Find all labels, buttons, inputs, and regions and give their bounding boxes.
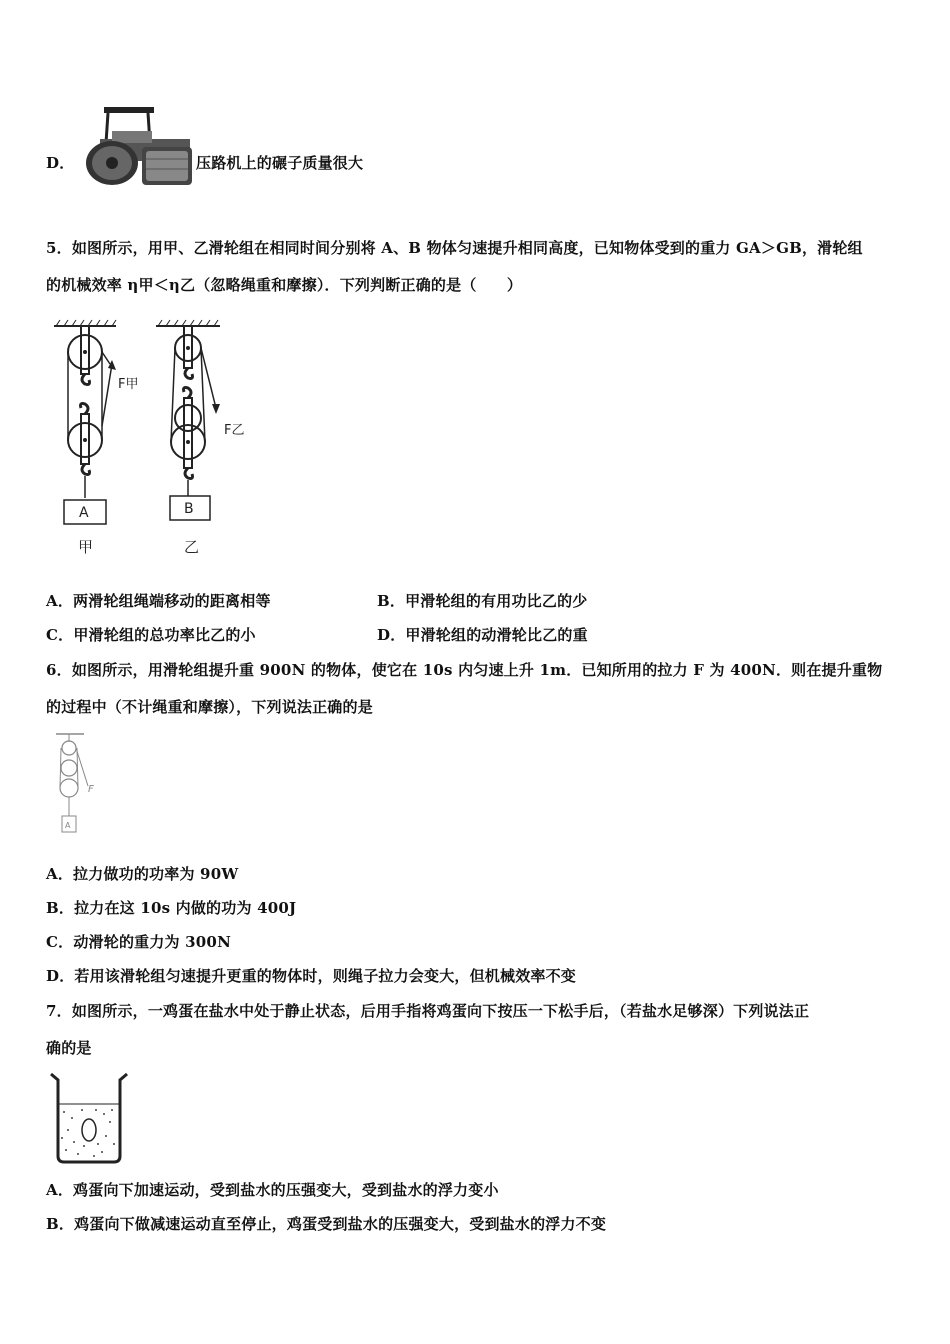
left-block-label: A — [79, 505, 89, 521]
q7-stem-line1: 7．如图所示，一鸡蛋在盐水中处于静止状态，后用手指将鸡蛋向下按压一下松手后，（若盐水足够深）下列说法正 — [46, 1002, 810, 1020]
q6-option-b: B．拉力在这 10s 内做的功为 400J — [46, 899, 297, 917]
q5-stem-line1: 5．如图所示，用甲、乙滑轮组在相同时间分别将 A、B 物体匀速提升相同高度，已知物体受到的重力 GA＞GB，滑轮组 — [46, 239, 863, 257]
q7-stem-line2: 确的是 — [46, 1039, 92, 1057]
q5-option-a: A．两滑轮组绳端移动的距离相等 — [46, 592, 271, 610]
q7-beaker-figure — [48, 1070, 130, 1166]
road-roller-image — [82, 103, 197, 188]
q6-option-a: A．拉力做功的功率为 90W — [46, 865, 239, 883]
left-force-label: F甲 — [118, 377, 139, 392]
q6-force-label: F — [88, 784, 94, 795]
q7-option-b: B．鸡蛋向下做减速运动直至停止，鸡蛋受到盐水的压强变大，受到盐水的浮力不变 — [46, 1215, 607, 1233]
q4-option-d-label: D． — [46, 154, 75, 172]
right-caption: 乙 — [184, 538, 200, 556]
q6-pulley-figure — [50, 730, 110, 838]
q5-option-c: C．甲滑轮组的总功率比乙的小 — [46, 626, 256, 644]
q6-option-c: C．动滑轮的重力为 300N — [46, 933, 231, 951]
q6-stem-line2: 的过程中（不计绳重和摩擦），下列说法正确的是 — [46, 698, 373, 716]
right-block-label: B — [184, 501, 194, 517]
left-caption: 甲 — [78, 538, 94, 556]
q6-stem-line1: 6．如图所示，用滑轮组提升重 900N 的物体，使它在 10s 内匀速上升 1m．已知所用的拉力 F 为 400N．则在提升重物 — [46, 661, 883, 679]
q6-block-label: A — [65, 821, 71, 830]
q5-option-d: D．甲滑轮组的动滑轮比乙的重 — [377, 626, 588, 644]
q5-pulley-figure — [44, 316, 274, 566]
q7-option-a: A．鸡蛋向下加速运动，受到盐水的压强变大，受到盐水的浮力变小 — [46, 1181, 499, 1199]
q5-option-b: B．甲滑轮组的有用功比乙的少 — [377, 592, 588, 610]
q5-stem-line2: 的机械效率 η甲＜η乙（忽略绳重和摩擦）．下列判断正确的是（ ） — [46, 276, 523, 294]
q6-option-d: D．若用该滑轮组匀速提升更重的物体时，则绳子拉力会变大，但机械效率不变 — [46, 967, 577, 985]
q4-option-d-text: 压路机上的碾子质量很大 — [196, 154, 364, 172]
right-force-label: F乙 — [224, 423, 245, 438]
